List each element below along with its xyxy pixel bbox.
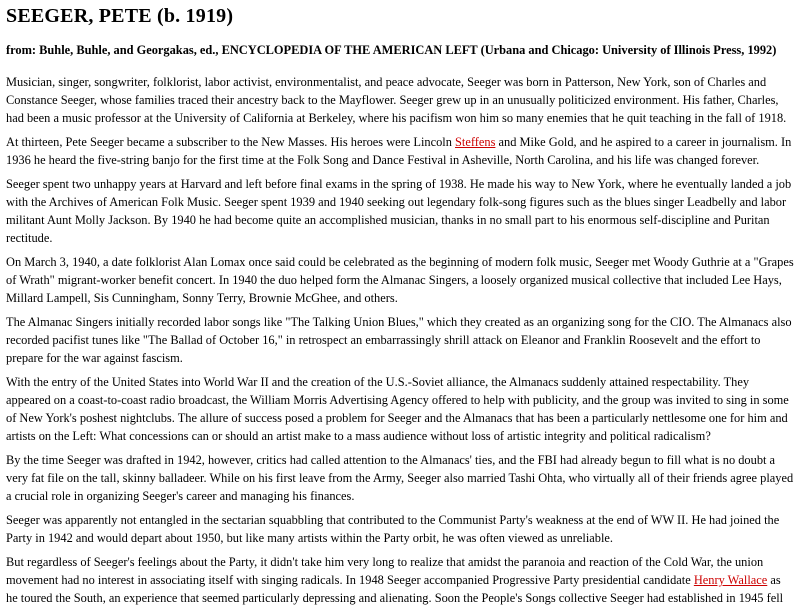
paragraph [6,373,794,445]
paragraph [6,451,794,505]
paragraph [6,313,794,367]
paragraph-text: At thirteen, Pete Seeger became a subscriber to the New Masses. His heroes were Lincoln [6,135,456,149]
article-body [6,73,794,607]
henry-wallace-link[interactable]: Henry Wallace [693,573,768,587]
paragraph-text: as he toured the South, an experience that seemed particularly depressing and alienating. Soon the People's Songs collective Seeger had established in 1945 fell [6,573,784,605]
paragraph [6,253,794,307]
paragraph-text: The Almanac Singers initially recorded labor songs like "The Talking Union Blues," which they created as an organizing song for the CIO. The Almanacs also recorded pacifist tunes like "The Ballad of October 16," in retrospect an embarrassingly shrill attack on Eleanor and Franklin Roosevelt and the effort to prepare for the war against fascism. [6,315,792,365]
paragraph [6,553,794,607]
paragraph [6,511,794,547]
steffens-link[interactable]: Steffens [455,135,496,149]
paragraph-text: With the entry of the United States into World War II and the creation of the U.S.-Soviet alliance, the Almanacs suddenly attained respectability. They appeared on a coast-to-coast radio broadcast, the William Morris Advertising Agency offered to help with publicity, and the group was invited to sing in some of New York's poshest nightclubs. The allure of success posed a problem for Seeger and the Almanacs that has been a particularly nettlesome one for him and artists on the Left: What concessions can or should an artist make to a mass audience without loss of artistic integrity and political radicalism? [6,375,789,443]
source-citation: from: Buhle, Buhle, and Georgakas, ed., ENCYCLOPEDIA OF THE AMERICAN LEFT (Urbana and Chicago: University of Illinois Press, 1992) [6,43,777,57]
paragraph [6,73,794,127]
paragraph-text: Musician, singer, songwriter, folklorist, labor activist, environmentalist, and peace advocate, Seeger was born in Patterson, New York, son of Charles and Constance Seeger, whose families traced their ancestry back to the Mayflower. Seeger grew up in an unusually politicized environment. His father, Charles, had been a music professor at the University of California at Berkeley, where his pacifism won him so many enemies that he quit teaching in the fall of 1918. [6,75,787,125]
paragraph-text: But regardless of Seeger's feelings about the Party, it didn't take him very long to realize that amidst the paranoia and reaction of the Cold War, the union movement had no interest in associating itself with singing radicals. In 1948 Seeger accompanied Progressive Party presidential candidate [6,555,764,587]
paragraph-text: By the time Seeger was drafted in 1942, however, critics had called attention to the Almanacs' ties, and the FBI had already begun to fill what is no doubt a very fat file on the tall, skinny balladeer. While on his first leave from the Army, Seeger also married Tashi Ohta, who virtually all of their friends agree played a crucial role in organizing Seeger's career and managing his finances. [6,453,794,503]
paragraph-text: and Mike Gold, and he aspired to a career in journalism. In 1936 he heard the five-string banjo for the first time at the Folk Song and Dance Festival in Asheville, North Carolina, and his life was changed forever. [6,135,792,167]
paragraph-text: Seeger spent two unhappy years at Harvard and left before final exams in the spring of 1938. He made his way to New York, where he eventually landed a job with the Archives of American Folk Music. Seeger spent 1939 and 1940 seeking out legendary folk-song figures such as the blues singer Leadbelly and labor militant Aunt Molly Jackson. By 1940 he had become quite an accomplished musician, thanks in no small part to his enormous self-discipline and Puritan rectitude. [6,177,792,245]
paragraph-text: Seeger was apparently not entangled in the sectarian squabbling that contributed to the Communist Party's weakness at the end of WW II. He had joined the Party in 1942 and would depart about 1950, but like many artists within the Party orbit, he was often viewed as unreliable. [6,513,780,545]
paragraph [6,133,794,169]
paragraph-text: On March 3, 1940, a date folklorist Alan Lomax once said could be celebrated as the beginning of modern folk music, Seeger met Woody Guthrie at a "Grapes of Wrath" migrant-worker benefit concert. In 1940 the duo helped form the Almanac Singers, a loosely organized musical collective that included Lee Hays, Millard Lampell, Sis Cunningham, Sonny Terry, Brownie McGhee, and others. [6,255,794,305]
page-title: SEEGER, PETE (b. 1919) [6,5,234,27]
paragraph [6,175,794,247]
